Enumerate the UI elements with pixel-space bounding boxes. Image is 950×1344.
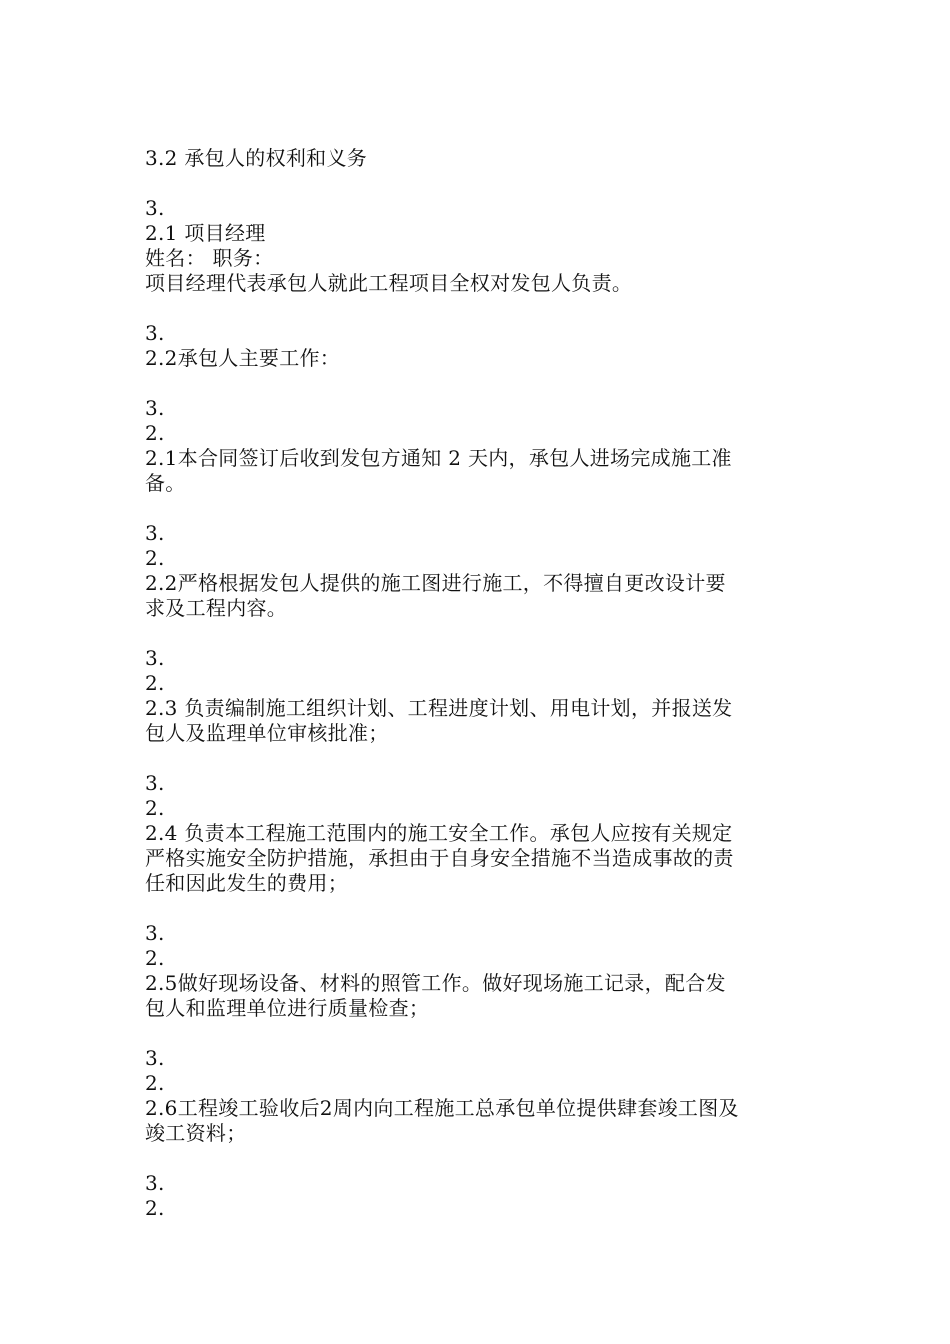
clause-number: 3. [145, 646, 165, 670]
subsection-heading: 2.1 项目经理 [145, 221, 266, 245]
blank-line [145, 496, 825, 521]
blank-line [145, 1146, 825, 1171]
clause-number: 3. [145, 771, 165, 795]
clause-number: 3. [145, 521, 165, 545]
clause-text: 2.3 负责编制施工组织计划、工程进度计划、用电计划，并报送发 [145, 696, 733, 720]
clause-number: 2. [145, 671, 165, 695]
clause-text: 严格实施安全防护措施，承担由于自身安全措施不当造成事故的责 [145, 846, 734, 870]
blank-line [145, 371, 825, 396]
clause-text: 备。 [145, 471, 186, 495]
clause-number: 3. [145, 321, 165, 345]
clause-text: 竣工资料； [145, 1121, 247, 1145]
clause-text: 2.5做好现场设备、材料的照管工作。做好现场施工记录，配合发 [145, 971, 726, 995]
clause-text: 2.4 负责本工程施工范围内的施工安全工作。承包人应按有关规定 [145, 821, 733, 845]
clause-text: 2.1本合同签订后收到发包方通知 2 天内，承包人进场完成施工准 [145, 446, 732, 470]
blank-line [145, 296, 825, 321]
clause-number: 2. [145, 796, 165, 820]
clause-text: 2.2严格根据发包人提供的施工图进行施工，不得擅自更改设计要 [145, 571, 726, 595]
blank-line [145, 171, 825, 196]
section-heading: 3.2 承包人的权利和义务 [145, 146, 368, 170]
clause-text: 求及工程内容。 [145, 596, 288, 620]
clause-number: 2. [145, 546, 165, 570]
clause-number: 2. [145, 1071, 165, 1095]
clause-text: 2.6工程竣工验收后2周内向工程施工总承包单位提供肆套竣工图及 [145, 1096, 739, 1120]
blank-line [145, 1021, 825, 1046]
subsection-heading: 2.2承包人主要工作： [145, 346, 341, 370]
name-position-fields: 姓名： 职务： [145, 246, 274, 270]
clause-number: 3. [145, 1171, 165, 1195]
clause-number: 3. [145, 396, 165, 420]
paragraph-text: 项目经理代表承包人就此工程项目全权对发包人负责。 [145, 271, 633, 295]
clause-number: 2. [145, 1196, 165, 1220]
clause-text: 任和因此发生的费用； [145, 871, 348, 895]
blank-line [145, 896, 825, 921]
blank-line [145, 746, 825, 771]
clause-number: 3. [145, 1046, 165, 1070]
clause-number: 2. [145, 946, 165, 970]
clause-text: 包人及监理单位审核批准； [145, 721, 389, 745]
clause-number: 2. [145, 421, 165, 445]
document-body [145, 146, 825, 1221]
clause-number: 3. [145, 921, 165, 945]
blank-line [145, 621, 825, 646]
clause-number: 3. [145, 196, 165, 220]
clause-text: 包人和监理单位进行质量检查； [145, 996, 430, 1020]
